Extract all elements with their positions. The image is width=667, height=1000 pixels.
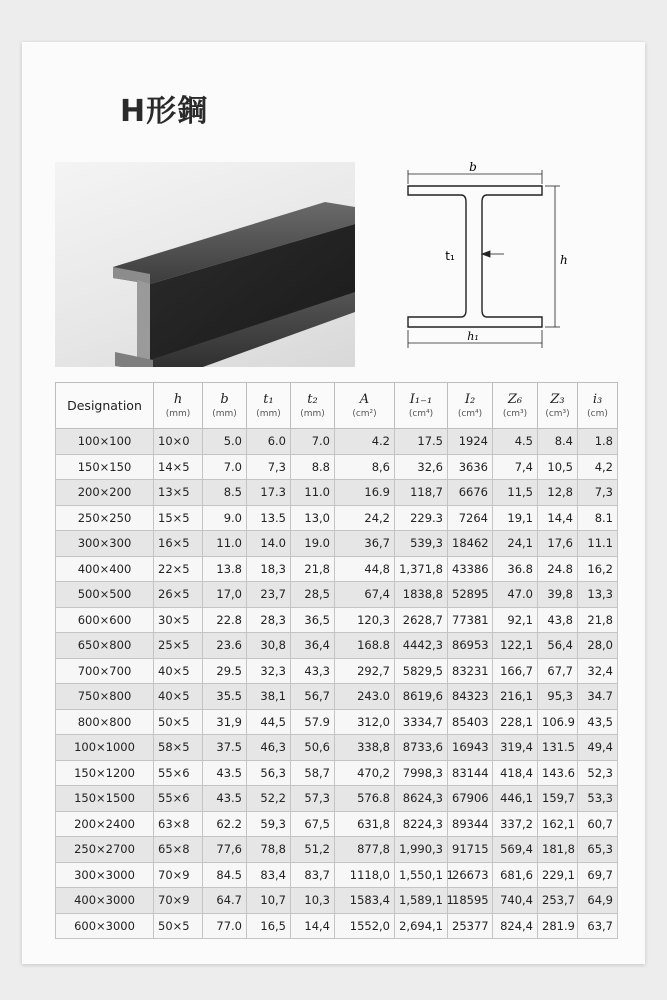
table-cell: 338,8 (335, 735, 395, 761)
table-cell: 18595 (448, 888, 493, 914)
table-cell: 65,3 (578, 837, 618, 863)
table-cell: 25×5 (154, 633, 203, 659)
table-cell: 14,4 (538, 505, 578, 531)
table-cell: 38,1 (247, 684, 291, 710)
table-cell: 43,3 (291, 658, 335, 684)
table-cell: 13.5 (247, 505, 291, 531)
table-body (56, 429, 618, 939)
table-cell: 131.5 (538, 735, 578, 761)
table-cell: 28,3 (247, 607, 291, 633)
table-cell: 8.4 (538, 429, 578, 455)
table-cell: 36,5 (291, 607, 335, 633)
table-cell: 631,8 (335, 811, 395, 837)
table-cell: 8.8 (291, 454, 335, 480)
table-cell: 18,3 (247, 556, 291, 582)
column-header: Designation (56, 383, 154, 429)
table-cell: 16×5 (154, 531, 203, 557)
table-cell: 89344 (448, 811, 493, 837)
table-cell: 26×5 (154, 582, 203, 608)
column-header: h (mm) (154, 383, 203, 429)
table-cell: 11,5 (493, 480, 538, 506)
table-cell: 337,2 (493, 811, 538, 837)
table-cell: 470,2 (335, 760, 395, 786)
table-cell: 36,4 (291, 633, 335, 659)
table-cell: 78,8 (247, 837, 291, 863)
table-cell: 36,7 (335, 531, 395, 557)
table-cell: 1583,4 (335, 888, 395, 914)
table-row (56, 913, 618, 939)
table-cell: 877,8 (335, 837, 395, 863)
table-cell: 16943 (448, 735, 493, 761)
table-cell: 64.7 (203, 888, 247, 914)
table-cell: 77.0 (203, 913, 247, 939)
table-cell: 11.0 (203, 531, 247, 557)
table-cell: 8,6 (335, 454, 395, 480)
designation-cell: 750×800 (56, 684, 154, 710)
table-cell: 84.5 (203, 862, 247, 888)
table-cell: 1,550,1 1 (395, 862, 448, 888)
table-cell: 19.0 (291, 531, 335, 557)
table-cell: 281.9 (538, 913, 578, 939)
table-cell: 55×6 (154, 760, 203, 786)
table-cell: 6.0 (247, 429, 291, 455)
table-cell: 32,3 (247, 658, 291, 684)
table-row (56, 888, 618, 914)
table-cell: 12,8 (538, 480, 578, 506)
table-cell: 1924 (448, 429, 493, 455)
table-row (56, 556, 618, 582)
table-cell: 58,7 (291, 760, 335, 786)
table-cell: 67,5 (291, 811, 335, 837)
table-cell: 16,2 (578, 556, 618, 582)
h-beam-photo (55, 162, 355, 367)
table-row (56, 480, 618, 506)
table-cell: 83144 (448, 760, 493, 786)
table-row (56, 429, 618, 455)
table-row (56, 582, 618, 608)
designation-cell: 250×250 (56, 505, 154, 531)
table-cell: 56,3 (247, 760, 291, 786)
table-cell: 6676 (448, 480, 493, 506)
table-cell: 143.6 (538, 760, 578, 786)
column-header: t₂ (mm) (291, 383, 335, 429)
table-cell: 319,4 (493, 735, 538, 761)
table-row (56, 607, 618, 633)
table-cell: 10,3 (291, 888, 335, 914)
table-cell: 43,5 (578, 709, 618, 735)
table-cell: 39,8 (538, 582, 578, 608)
table-cell: 26673 (448, 862, 493, 888)
table-row (56, 505, 618, 531)
table-cell: 67,7 (538, 658, 578, 684)
table-cell: 539,3 (395, 531, 448, 557)
table-cell: 824,4 (493, 913, 538, 939)
table-cell: 52895 (448, 582, 493, 608)
table-cell: 77381 (448, 607, 493, 633)
table-cell: 85403 (448, 709, 493, 735)
table-cell: 17,0 (203, 582, 247, 608)
table-row (56, 862, 618, 888)
table-cell: 22.8 (203, 607, 247, 633)
table-cell: 43.5 (203, 760, 247, 786)
table-cell: 77,6 (203, 837, 247, 863)
designation-cell: 200×2400 (56, 811, 154, 837)
table-cell: 13,3 (578, 582, 618, 608)
table-cell: 16.9 (335, 480, 395, 506)
table-cell: 228,1 (493, 709, 538, 735)
table-row (56, 684, 618, 710)
table-cell: 16,5 (247, 913, 291, 939)
table-cell: 37.5 (203, 735, 247, 761)
table-cell: 44,5 (247, 709, 291, 735)
table-cell: 91715 (448, 837, 493, 863)
designation-cell: 150×1500 (56, 786, 154, 812)
table-cell: 22×5 (154, 556, 203, 582)
table-cell: 7,3 (247, 454, 291, 480)
diagram-label-b: b (469, 162, 477, 174)
table-cell: 62.2 (203, 811, 247, 837)
table-cell: 312,0 (335, 709, 395, 735)
table-cell: 23.6 (203, 633, 247, 659)
table-cell: 25377 (448, 913, 493, 939)
table-cell: 106.9 (538, 709, 578, 735)
designation-cell: 250×2700 (56, 837, 154, 863)
table-cell: 10,7 (247, 888, 291, 914)
designation-cell: 300×3000 (56, 862, 154, 888)
page-title: H形鋼 (120, 94, 209, 129)
table-cell: 83231 (448, 658, 493, 684)
table-cell: 243.0 (335, 684, 395, 710)
table-cell: 86953 (448, 633, 493, 659)
table-cell: 7998,3 (395, 760, 448, 786)
designation-cell: 150×1200 (56, 760, 154, 786)
table-cell: 5.0 (203, 429, 247, 455)
table-cell: 44,8 (335, 556, 395, 582)
table-cell: 30×5 (154, 607, 203, 633)
table-cell: 13.8 (203, 556, 247, 582)
table-cell: 8.1 (578, 505, 618, 531)
table-cell: 57.9 (291, 709, 335, 735)
table-cell: 118,7 (395, 480, 448, 506)
designation-cell: 150×150 (56, 454, 154, 480)
table-row (56, 811, 618, 837)
table-cell: 3636 (448, 454, 493, 480)
table-cell: 2628,7 (395, 607, 448, 633)
table-cell: 7,3 (578, 480, 618, 506)
table-cell: 28,0 (578, 633, 618, 659)
table-cell: 29.5 (203, 658, 247, 684)
table-cell: 14,4 (291, 913, 335, 939)
table-cell: 216,1 (493, 684, 538, 710)
table-cell: 32,4 (578, 658, 618, 684)
table-cell: 43386 (448, 556, 493, 582)
table-cell: 67906 (448, 786, 493, 812)
table-cell: 35.5 (203, 684, 247, 710)
table-cell: 69,7 (578, 862, 618, 888)
table-row (56, 837, 618, 863)
table-cell: 13×5 (154, 480, 203, 506)
table-cell: 11.0 (291, 480, 335, 506)
spec-sheet (22, 42, 645, 964)
table-cell: 1552,0 (335, 913, 395, 939)
table-cell: 7.0 (291, 429, 335, 455)
table-cell: 162,1 (538, 811, 578, 837)
designation-cell: 200×200 (56, 480, 154, 506)
table-cell: 5829,5 (395, 658, 448, 684)
table-cell: 168.8 (335, 633, 395, 659)
table-cell: 446,1 (493, 786, 538, 812)
table-cell: 159,7 (538, 786, 578, 812)
table-cell: 46,3 (247, 735, 291, 761)
table-cell: 8733,6 (395, 735, 448, 761)
column-header: I₁₋₁ (cm⁴) (395, 383, 448, 429)
table-cell: 18462 (448, 531, 493, 557)
designation-cell: 400×3000 (56, 888, 154, 914)
table-cell: 23,7 (247, 582, 291, 608)
designation-cell: 500×500 (56, 582, 154, 608)
table-cell: 292,7 (335, 658, 395, 684)
table-cell: 166,7 (493, 658, 538, 684)
table-cell: 740,4 (493, 888, 538, 914)
cross-section-diagram (392, 162, 592, 362)
table-cell: 24.8 (538, 556, 578, 582)
table-cell: 92,1 (493, 607, 538, 633)
table-cell: 83,4 (247, 862, 291, 888)
table-cell: 50×5 (154, 913, 203, 939)
table-cell: 4.2 (335, 429, 395, 455)
designation-cell: 600×600 (56, 607, 154, 633)
designation-cell: 100×100 (56, 429, 154, 455)
table-row (56, 454, 618, 480)
table-cell: 7.0 (203, 454, 247, 480)
column-header: I₂ (cm⁴) (448, 383, 493, 429)
table-cell: 59,3 (247, 811, 291, 837)
table-cell: 84323 (448, 684, 493, 710)
table-header-row (56, 383, 618, 429)
table-cell: 13,0 (291, 505, 335, 531)
column-header: t₁ (mm) (247, 383, 291, 429)
table-cell: 49,4 (578, 735, 618, 761)
designation-cell: 300×300 (56, 531, 154, 557)
table-cell: 17.5 (395, 429, 448, 455)
table-cell: 63×8 (154, 811, 203, 837)
table-cell: 9.0 (203, 505, 247, 531)
table-cell: 11.1 (578, 531, 618, 557)
table-cell: 4442,3 (395, 633, 448, 659)
table-cell: 569,4 (493, 837, 538, 863)
table-cell: 53,3 (578, 786, 618, 812)
table-cell: 17,6 (538, 531, 578, 557)
table-cell: 229,1 (538, 862, 578, 888)
h-beam-spec-table (55, 382, 618, 939)
table-cell: 40×5 (154, 658, 203, 684)
table-cell: 2,694,1 (395, 913, 448, 939)
table-cell: 58×5 (154, 735, 203, 761)
table-cell: 229.3 (395, 505, 448, 531)
table-cell: 24,1 (493, 531, 538, 557)
table-cell: 181,8 (538, 837, 578, 863)
table-cell: 43,8 (538, 607, 578, 633)
table-cell: 36.8 (493, 556, 538, 582)
table-cell: 8624,3 (395, 786, 448, 812)
table-cell: 43.5 (203, 786, 247, 812)
column-header: i₃ (cm) (578, 383, 618, 429)
table-cell: 32,6 (395, 454, 448, 480)
table-cell: 7,4 (493, 454, 538, 480)
designation-cell: 100×1000 (56, 735, 154, 761)
table-cell: 1,589,1 1 (395, 888, 448, 914)
table-cell: 56,7 (291, 684, 335, 710)
table-cell: 52,3 (578, 760, 618, 786)
table-cell: 1,371,8 (395, 556, 448, 582)
table-cell: 17.3 (247, 480, 291, 506)
table-cell: 4.5 (493, 429, 538, 455)
table-cell: 14×5 (154, 454, 203, 480)
table-cell: 60,7 (578, 811, 618, 837)
table-cell: 7264 (448, 505, 493, 531)
table-cell: 8619,6 (395, 684, 448, 710)
table-cell: 95,3 (538, 684, 578, 710)
table-row (56, 658, 618, 684)
table-cell: 70×9 (154, 862, 203, 888)
table-cell: 15×5 (154, 505, 203, 531)
table-cell: 122,1 (493, 633, 538, 659)
table-row (56, 709, 618, 735)
table-cell: 1838,8 (395, 582, 448, 608)
designation-cell: 800×800 (56, 709, 154, 735)
table-cell: 52,2 (247, 786, 291, 812)
table-cell: 83,7 (291, 862, 335, 888)
table-cell: 51,2 (291, 837, 335, 863)
table-row (56, 786, 618, 812)
table-row (56, 633, 618, 659)
table-cell: 21,8 (578, 607, 618, 633)
table-cell: 55×6 (154, 786, 203, 812)
table-cell: 3334,7 (395, 709, 448, 735)
table-cell: 1,990,3 (395, 837, 448, 863)
table-cell: 14.0 (247, 531, 291, 557)
table-cell: 1118,0 (335, 862, 395, 888)
table-cell: 120,3 (335, 607, 395, 633)
table-row (56, 735, 618, 761)
table-cell: 50×5 (154, 709, 203, 735)
column-header: Z₃ (cm³) (538, 383, 578, 429)
table-cell: 8224,3 (395, 811, 448, 837)
designation-cell: 650×800 (56, 633, 154, 659)
table-cell: 8.5 (203, 480, 247, 506)
column-header: b (mm) (203, 383, 247, 429)
column-header: A (cm²) (335, 383, 395, 429)
table-row (56, 531, 618, 557)
diagram-label-h1: h₁ (467, 330, 479, 343)
column-header: Z₆ (cm³) (493, 383, 538, 429)
table-cell: 31,9 (203, 709, 247, 735)
table-cell: 56,4 (538, 633, 578, 659)
diagram-label-h: h (560, 253, 568, 267)
table-cell: 70×9 (154, 888, 203, 914)
h-section-drawing (392, 162, 592, 362)
diagram-label-t1: t₁ (445, 249, 455, 263)
designation-cell: 700×700 (56, 658, 154, 684)
h-beam-illustration (55, 162, 355, 367)
designation-cell: 600×3000 (56, 913, 154, 939)
designation-cell: 400×400 (56, 556, 154, 582)
table-cell: 64,9 (578, 888, 618, 914)
table-cell: 34.7 (578, 684, 618, 710)
table-cell: 40×5 (154, 684, 203, 710)
table-cell: 10×0 (154, 429, 203, 455)
table-cell: 63,7 (578, 913, 618, 939)
table-cell: 21,8 (291, 556, 335, 582)
table-cell: 19,1 (493, 505, 538, 531)
table-cell: 24,2 (335, 505, 395, 531)
table-cell: 57,3 (291, 786, 335, 812)
table-cell: 1.8 (578, 429, 618, 455)
table-cell: 28,5 (291, 582, 335, 608)
table-cell: 576.8 (335, 786, 395, 812)
table-cell: 253,7 (538, 888, 578, 914)
table-cell: 50,6 (291, 735, 335, 761)
table-cell: 65×8 (154, 837, 203, 863)
table-cell: 30,8 (247, 633, 291, 659)
table-cell: 418,4 (493, 760, 538, 786)
table-cell: 681,6 (493, 862, 538, 888)
table-row (56, 760, 618, 786)
table-cell: 4,2 (578, 454, 618, 480)
table-cell: 10,5 (538, 454, 578, 480)
table-cell: 67,4 (335, 582, 395, 608)
table-cell: 47.0 (493, 582, 538, 608)
